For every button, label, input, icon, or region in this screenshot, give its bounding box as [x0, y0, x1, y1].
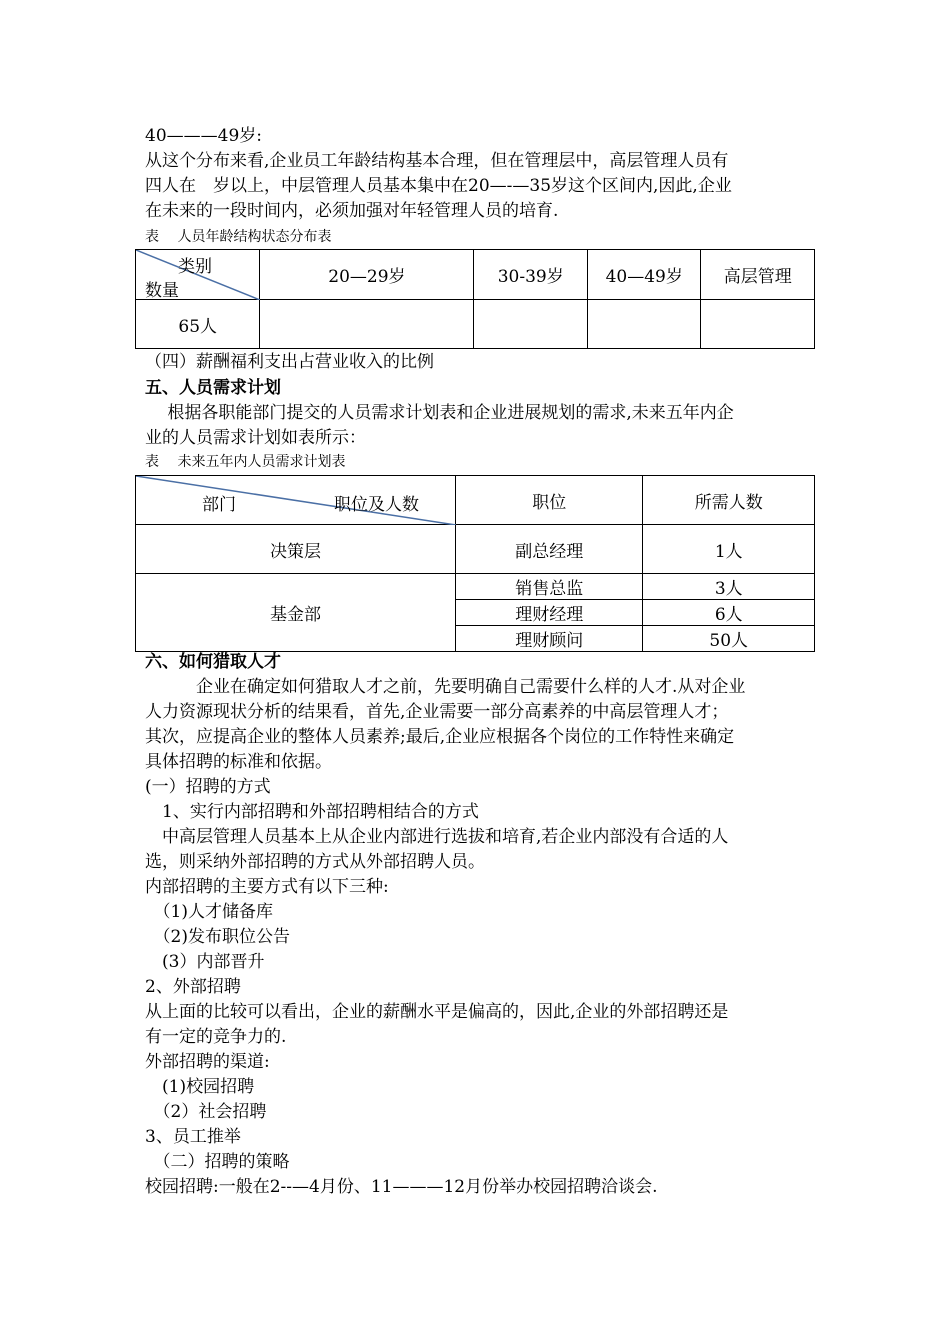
table2-header-count: 所需人数: [643, 476, 815, 525]
table1-cell: [587, 300, 701, 349]
paragraph-line: 1、实行内部招聘和外部招聘相结合的方式: [145, 802, 479, 822]
table1-cell: [701, 300, 815, 349]
paragraph-line: 其次，应提高企业的整体人员素养;最后,企业应根据各个岗位的工作特性来确定: [145, 727, 735, 747]
table2-count-cell: 1人: [643, 525, 815, 574]
table1-cell: 65人: [136, 300, 260, 349]
paragraph-line: 具体招聘的标准和依据。: [145, 752, 332, 772]
paragraph-line: 外部招聘的渠道:: [145, 1052, 270, 1072]
age-structure-table: [135, 249, 815, 349]
paragraph-line: 内部招聘的主要方式有以下三种:: [145, 877, 389, 897]
list-item: （2）社会招聘: [145, 1102, 267, 1122]
section-heading-4: （四）薪酬福利支出占营业收入的比例: [145, 352, 434, 372]
paragraph-line: 3、员工推举: [145, 1127, 241, 1147]
table2-position-cell: 理财经理: [456, 600, 643, 626]
table1-corner-cell: [136, 250, 260, 300]
paragraph-age-range: 40———49岁:: [145, 126, 262, 146]
table2-header-position: 职位: [456, 476, 643, 525]
subsection-heading: （二）招聘的策略: [145, 1152, 290, 1172]
table1-caption: 表 人员年龄结构状态分布表: [145, 229, 332, 245]
paragraph-line: 业的人员需求计划如表所示：: [145, 428, 366, 448]
table1-header: 高层管理: [701, 250, 815, 300]
corner-label-department: 部门: [202, 495, 236, 515]
section-heading-5: 五、人员需求计划: [145, 378, 281, 398]
table2-dept-cell: 决策层: [136, 525, 456, 574]
table2-caption: 表 未来五年内人员需求计划表: [145, 454, 346, 470]
table2-position-cell: 副总经理: [456, 525, 643, 574]
table2-count-cell: 6人: [643, 600, 815, 626]
table2-dept-cell: 基金部: [136, 574, 456, 652]
paragraph-line: 四人在 岁以上，中层管理人员基本集中在20—-—35岁这个区间内,因此,企业: [145, 176, 732, 196]
paragraph-line: 从这个分布来看,企业员工年龄结构基本合理，但在管理层中，高层管理人员有: [145, 151, 729, 171]
table1-header: 20—29岁: [260, 250, 474, 300]
table1-header: 30-39岁: [474, 250, 588, 300]
paragraph-line: 从上面的比较可以看出，企业的薪酬水平是偏高的，因此,企业的外部招聘还是: [145, 1002, 729, 1022]
table2-position-cell: 理财顾问: [456, 626, 643, 652]
table2-corner-cell: [136, 476, 456, 525]
list-item: （1)人才储备库: [145, 902, 273, 922]
paragraph-line: 2、外部招聘: [145, 977, 241, 997]
table2-count-cell: 50人: [643, 626, 815, 652]
corner-label-position-count: 职位及人数: [334, 495, 419, 515]
table1-header: 40—49岁: [587, 250, 701, 300]
paragraph-line: 人力资源现状分析的结果看，首先,企业需要一部分高素养的中高层管理人才；: [145, 702, 729, 722]
table2-count-cell: 3人: [643, 574, 815, 600]
table1-cell: [260, 300, 474, 349]
paragraph-line: 选，则采纳外部招聘的方式从外部招聘人员。: [145, 852, 485, 872]
paragraph-line: 企业在确定如何猎取人才之前，先要明确自己需要什么样的人才.从对企业: [145, 677, 746, 697]
paragraph-line: 有一定的竞争力的.: [145, 1027, 287, 1047]
paragraph-line: 校园招聘:一般在2--—4月份、11———12月份举办校园招聘洽谈会.: [145, 1177, 658, 1197]
table1-cell: [474, 300, 588, 349]
paragraph-line: 中高层管理人员基本上从企业内部进行选拔和培育,若企业内部没有合适的人: [145, 827, 729, 847]
paragraph-line: 在未来的一段时间内，必须加强对年轻管理人员的培育.: [145, 201, 559, 221]
list-item: (1)校园招聘: [145, 1077, 255, 1097]
list-item: (3）内部晋升: [145, 952, 265, 972]
subsection-heading: (一）招聘的方式: [145, 777, 271, 797]
corner-label-quantity: 数量: [145, 281, 179, 301]
section-heading-6: 六、如何猎取人才: [145, 652, 281, 672]
paragraph-line: 根据各职能部门提交的人员需求计划表和企业进展规划的需求,未来五年内企: [145, 403, 734, 423]
table2-position-cell: 销售总监: [456, 574, 643, 600]
list-item: （2)发布职位公告: [145, 927, 290, 947]
corner-label-category: 类别: [178, 257, 212, 277]
staffing-plan-table: [135, 475, 815, 652]
